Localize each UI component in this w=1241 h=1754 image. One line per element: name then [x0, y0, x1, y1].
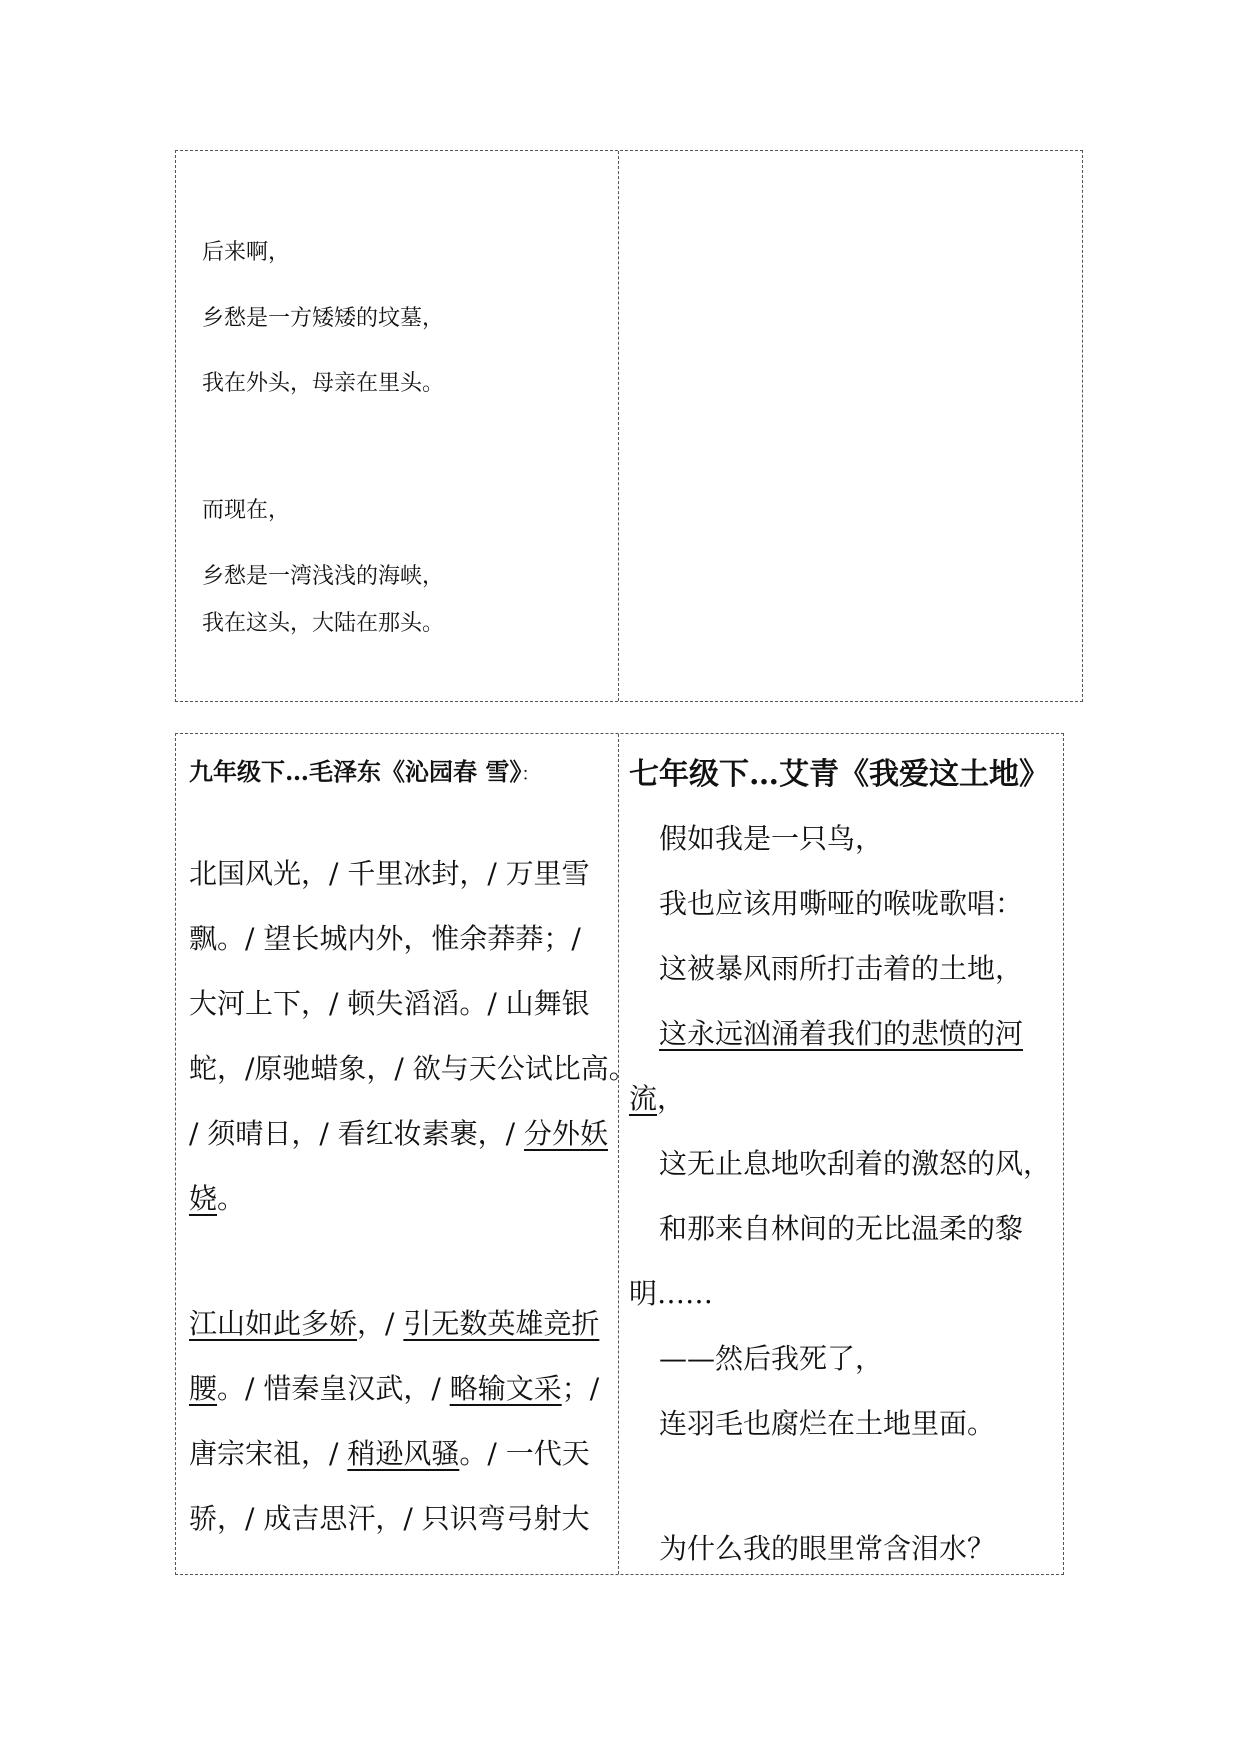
poem-line: 这永远汹涌着我们的悲愤的河 — [659, 1017, 1024, 1050]
poem-line: 这无止息地吹刮着的激怒的风， — [659, 1147, 1052, 1180]
poem-line: 乡愁是一湾浅浅的海峡， — [202, 564, 445, 589]
poem-line: 和那来自林间的无比温柔的黎 — [659, 1212, 1024, 1245]
poem-line: 假如我是一只鸟， — [659, 822, 884, 855]
poem-line: 我在外头，母亲在里头。 — [202, 371, 445, 396]
poem-line: 大河上下，/ 顿失滔滔。/ 山舞银 — [189, 987, 590, 1020]
poem-line: 飘。/ 望长城内外，惟余莽莽；/ — [189, 922, 581, 955]
poem-line: 我在这头，大陆在那头。 — [202, 611, 445, 636]
poem-line: 腰。/ 惜秦皇汉武，/ 略输文采；/ — [189, 1372, 600, 1405]
poem-line: 骄，/ 成吉思汗，/ 只识弯弓射大 — [189, 1502, 590, 1535]
poem-line: / 须晴日，/ 看红妆素裹，/ 分外妖 — [189, 1117, 609, 1150]
bottom-table-divider — [618, 734, 619, 1574]
section-title-woaizhetudi: 七年级下…艾青《我爱这土地》 — [629, 757, 1049, 792]
top-table-divider — [618, 151, 619, 701]
poem-line: 北国风光，/ 千里冰封，/ 万里雪 — [189, 857, 590, 890]
section-title-qinyuanchun: 九年级下…毛泽东《沁园春 雪》： — [189, 757, 540, 786]
poem-line: 蛇，/原驰蜡象，/ 欲与天公试比高。 — [189, 1052, 637, 1085]
poem-line: 乡愁是一方矮矮的坟墓， — [202, 306, 445, 331]
poem-line: ——然后我死了， — [659, 1342, 884, 1375]
poem-line: 明…… — [629, 1277, 714, 1310]
poem-line: 而现在， — [202, 498, 291, 523]
bottom-table — [175, 733, 1064, 1575]
poem-line: 江山如此多娇，/ 引无数英雄竞折 — [189, 1307, 600, 1340]
poem-line: 我也应该用嘶哑的喉咙歌唱： — [659, 887, 1024, 920]
poem-line: 后来啊， — [202, 240, 291, 265]
poem-line: 娆。 — [189, 1182, 246, 1215]
poem-line: 连羽毛也腐烂在土地里面。 — [659, 1407, 996, 1440]
top-table — [175, 150, 1083, 702]
poem-line: 这被暴风雨所打击着的土地， — [659, 952, 1024, 985]
poem-line: 流， — [629, 1082, 686, 1115]
poem-line: 唐宗宋祖，/ 稍逊风骚。/ 一代天 — [189, 1437, 590, 1470]
poem-line: 为什么我的眼里常含泪水？ — [659, 1532, 996, 1565]
